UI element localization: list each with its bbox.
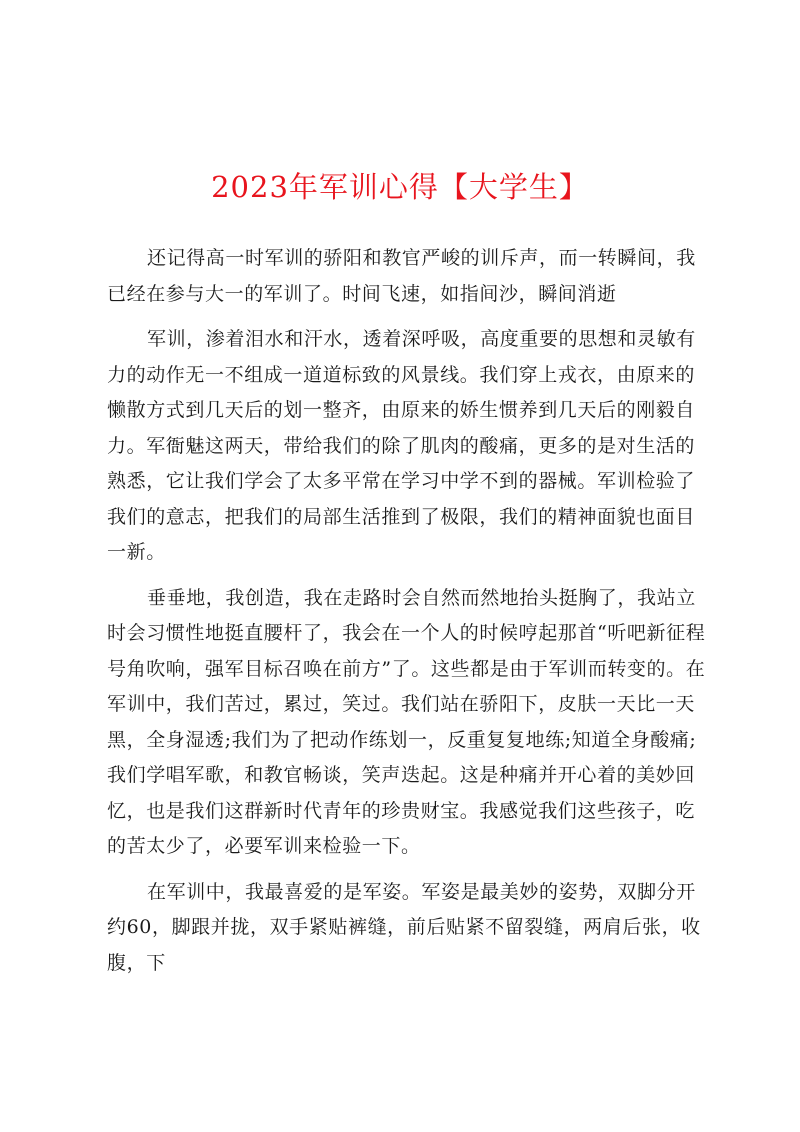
document-title: 2023年军训心得【大学生】 xyxy=(211,170,589,204)
paragraph-1: 还记得高一时军训的骄阳和教官严峻的训斥声，而一转瞬间，我已经在参与大一的军训了。时间飞速，如指间沙，瞬间消逝 xyxy=(107,247,696,305)
document-body xyxy=(107,241,707,991)
paragraph-3: 垂垂地，我创造，我在走路时会自然而然地抬头挺胸了，我站立时会习惯性地挺直腰杆了，我会在一个人的时候哼起那首“听吧新征程号角吹响，强军目标召唤在前方”了。这些都是由于军训而转变的。在军训中，我们苦过，累过，笑过。我们站在骄阳下，皮肤一天比一天黑，全身湿透;我们为了把动作练划一，反重复复地练;知道全身酸痛;我们学唱军歌，和教官畅谈，笑声迭起。这是种痛并开心着的美妙回忆，也是我们这群新时代青年的珍贵财宝。我感觉我们这些孩子，吃的苦太少了，必要军训来检验一下。 xyxy=(107,586,706,857)
paragraph-2: 军训，渗着泪水和汗水，透着深呼吸，高度重要的思想和灵敏有力的动作无一不组成一道道标致的风景线。我们穿上戎衣，由原来的懒散方式到几天后的划一整齐，由原来的娇生惯养到几天后的刚毅自力。军衙魅这两天，带给我们的除了肌肉的酸痛，更多的是对生活的熟悉，它让我们学会了太多平常在学习中学不到的器械。军训检验了我们的意志，把我们的局部生活推到了极限，我们的精神面貌也面目一新。 xyxy=(107,328,696,563)
paragraph-4: 在军训中，我最喜爱的是军姿。军姿是最美妙的姿势，双脚分开约60，脚跟并拢，双手紧贴裤缝，前后贴紧不留裂缝，两肩后张，收腹，下 xyxy=(107,880,701,974)
